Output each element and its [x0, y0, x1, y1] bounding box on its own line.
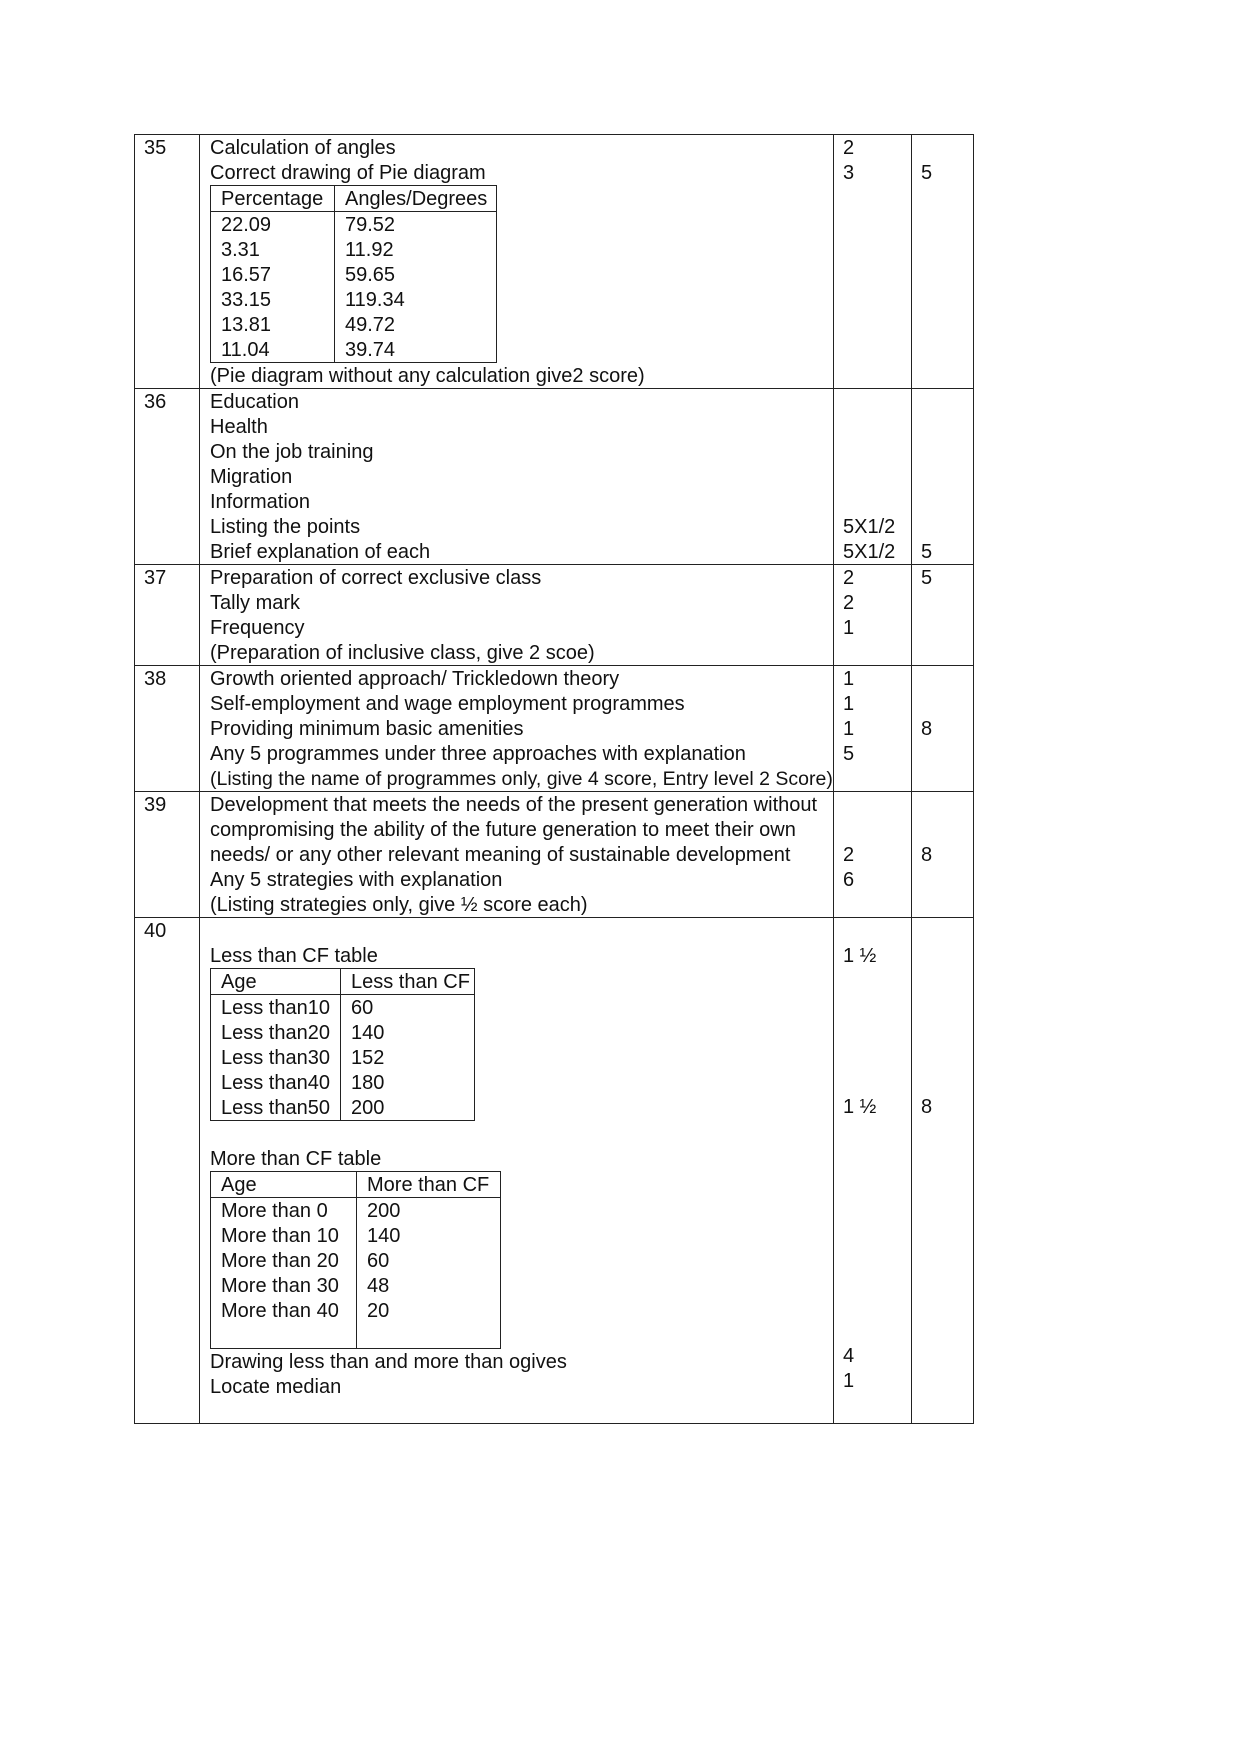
answer-line: Preparation of correct exclusive class — [210, 567, 542, 589]
answer-line: Any 5 strategies with explanation — [210, 869, 503, 891]
table-cell: Less than20 — [221, 1022, 330, 1044]
table-cell: 20 — [367, 1300, 390, 1322]
table-cell: 79.52 — [345, 214, 396, 236]
table-header: Percentage — [221, 188, 324, 210]
mark-value: 1 — [843, 617, 855, 639]
table-cell: 33.15 — [221, 289, 272, 311]
table-cell: 11.92 — [345, 239, 394, 261]
mark-value: 1 ½ — [843, 945, 877, 967]
table-cell: 200 — [367, 1200, 401, 1222]
question-number: 35 — [144, 137, 167, 159]
answer-line: Locate median — [210, 1376, 342, 1398]
mark-value: 2 — [843, 567, 855, 589]
table-cell: 119.34 — [345, 289, 405, 311]
table-cell: 13.81 — [221, 314, 272, 336]
mark-value: 1 — [843, 718, 855, 740]
table-header: Age — [221, 971, 257, 993]
table-cell: 200 — [351, 1097, 385, 1119]
table-cell: 22.09 — [221, 214, 272, 236]
answer-line: On the job training — [210, 441, 374, 463]
mark-value: 1 — [843, 693, 855, 715]
answer-line: Any 5 programmes under three approaches with explanation — [210, 743, 746, 765]
question-number: 40 — [144, 920, 167, 942]
total-marks: 8 — [921, 718, 933, 740]
mark-value: 1 ½ — [843, 1096, 877, 1118]
total-marks: 5 — [921, 541, 933, 563]
total-marks: 8 — [921, 844, 933, 866]
answer-line: Migration — [210, 466, 293, 488]
total-marks: 8 — [921, 1096, 933, 1118]
table-header: Angles/Degrees — [345, 188, 488, 210]
section-title: More than CF table — [210, 1148, 382, 1170]
mark-value: 4 — [843, 1345, 855, 1367]
answer-line: Calculation of angles — [210, 137, 396, 159]
table-cell: 3.31 — [221, 239, 260, 261]
table-cell: 59.65 — [345, 264, 396, 286]
section-title: Less than CF table — [210, 945, 378, 967]
question-number: 37 — [144, 567, 167, 589]
table-border-left — [134, 134, 135, 1424]
table-cell: 60 — [351, 997, 374, 1019]
table-border-right — [973, 134, 974, 1424]
total-marks: 5 — [921, 162, 933, 184]
total-marks: 5 — [921, 567, 933, 589]
table-header: Less than CF — [351, 971, 470, 993]
table-cell: 48 — [367, 1275, 390, 1297]
table-col-divider-2 — [833, 134, 834, 1424]
question-number: 38 — [144, 668, 167, 690]
mark-value: 6 — [843, 869, 855, 891]
pie-angles-table — [210, 185, 497, 363]
question-number: 36 — [144, 391, 167, 413]
mark-value: 2 — [843, 844, 855, 866]
table-cell: Less than50 — [221, 1097, 330, 1119]
mark-value: 1 — [843, 668, 855, 690]
scoring-note: (Pie diagram without any calculation give2 score) — [210, 365, 645, 387]
answer-line: Drawing less than and more than ogives — [210, 1351, 567, 1373]
mark-value: 5 — [843, 743, 855, 765]
table-cell: 39.74 — [345, 339, 396, 361]
table-cell: 49.72 — [345, 314, 396, 336]
answer-line: Health — [210, 416, 268, 438]
table-cell: 16.57 — [221, 264, 272, 286]
table-header: More than CF — [367, 1174, 490, 1196]
answer-line: Education — [210, 391, 299, 413]
table-cell: More than 0 — [221, 1200, 328, 1222]
mark-value: 5X1/2 — [843, 541, 896, 563]
answer-line: Providing minimum basic amenities — [210, 718, 524, 740]
mark-value: 5X1/2 — [843, 516, 896, 538]
answer-line: Development that meets the needs of the present generation without — [210, 794, 818, 816]
answer-line: Brief explanation of each — [210, 541, 431, 563]
table-cell: 152 — [351, 1047, 385, 1069]
table-cell: 140 — [351, 1022, 385, 1044]
answer-line: Information — [210, 491, 311, 513]
mark-value: 2 — [843, 592, 855, 614]
table-header: Age — [221, 1174, 257, 1196]
answer-line: (Listing the name of programmes only, give 4 score, Entry level 2 Score) — [210, 768, 833, 790]
more-than-cf-table — [210, 1171, 501, 1349]
table-cell: More than 20 — [221, 1250, 339, 1272]
question-number: 39 — [144, 794, 167, 816]
table-cell: More than 30 — [221, 1275, 339, 1297]
table-cell: Less than10 — [221, 997, 330, 1019]
table-cell: More than 10 — [221, 1225, 339, 1247]
answer-line: (Listing strategies only, give ½ score each) — [210, 894, 588, 916]
table-cell: Less than30 — [221, 1047, 330, 1069]
answer-line: Listing the points — [210, 516, 361, 538]
answer-line: needs/ or any other relevant meaning of sustainable development — [210, 844, 791, 866]
answer-line: (Preparation of inclusive class, give 2 scoe) — [210, 642, 595, 664]
answer-line: compromising the ability of the future generation to meet their own — [210, 819, 796, 841]
answer-line: Self-employment and wage employment programmes — [210, 693, 685, 715]
table-cell: 60 — [367, 1250, 390, 1272]
answer-line: Tally mark — [210, 592, 301, 614]
table-cell: Less than40 — [221, 1072, 330, 1094]
table-cell: 140 — [367, 1225, 401, 1247]
answer-line: Frequency — [210, 617, 305, 639]
table-cell: More than 40 — [221, 1300, 339, 1322]
table-cell: 11.04 — [221, 339, 270, 361]
less-than-cf-table — [210, 968, 475, 1121]
table-col-divider-1 — [199, 134, 200, 1424]
mark-value: 1 — [843, 1370, 855, 1392]
answer-line: Correct drawing of Pie diagram — [210, 162, 486, 184]
table-col-divider-3 — [911, 134, 912, 1424]
mark-value: 2 — [843, 137, 855, 159]
table-border-bottom — [134, 1423, 974, 1424]
mark-value: 3 — [843, 162, 855, 184]
table-cell: 180 — [351, 1072, 385, 1094]
answer-line: Growth oriented approach/ Trickledown theory — [210, 668, 620, 690]
